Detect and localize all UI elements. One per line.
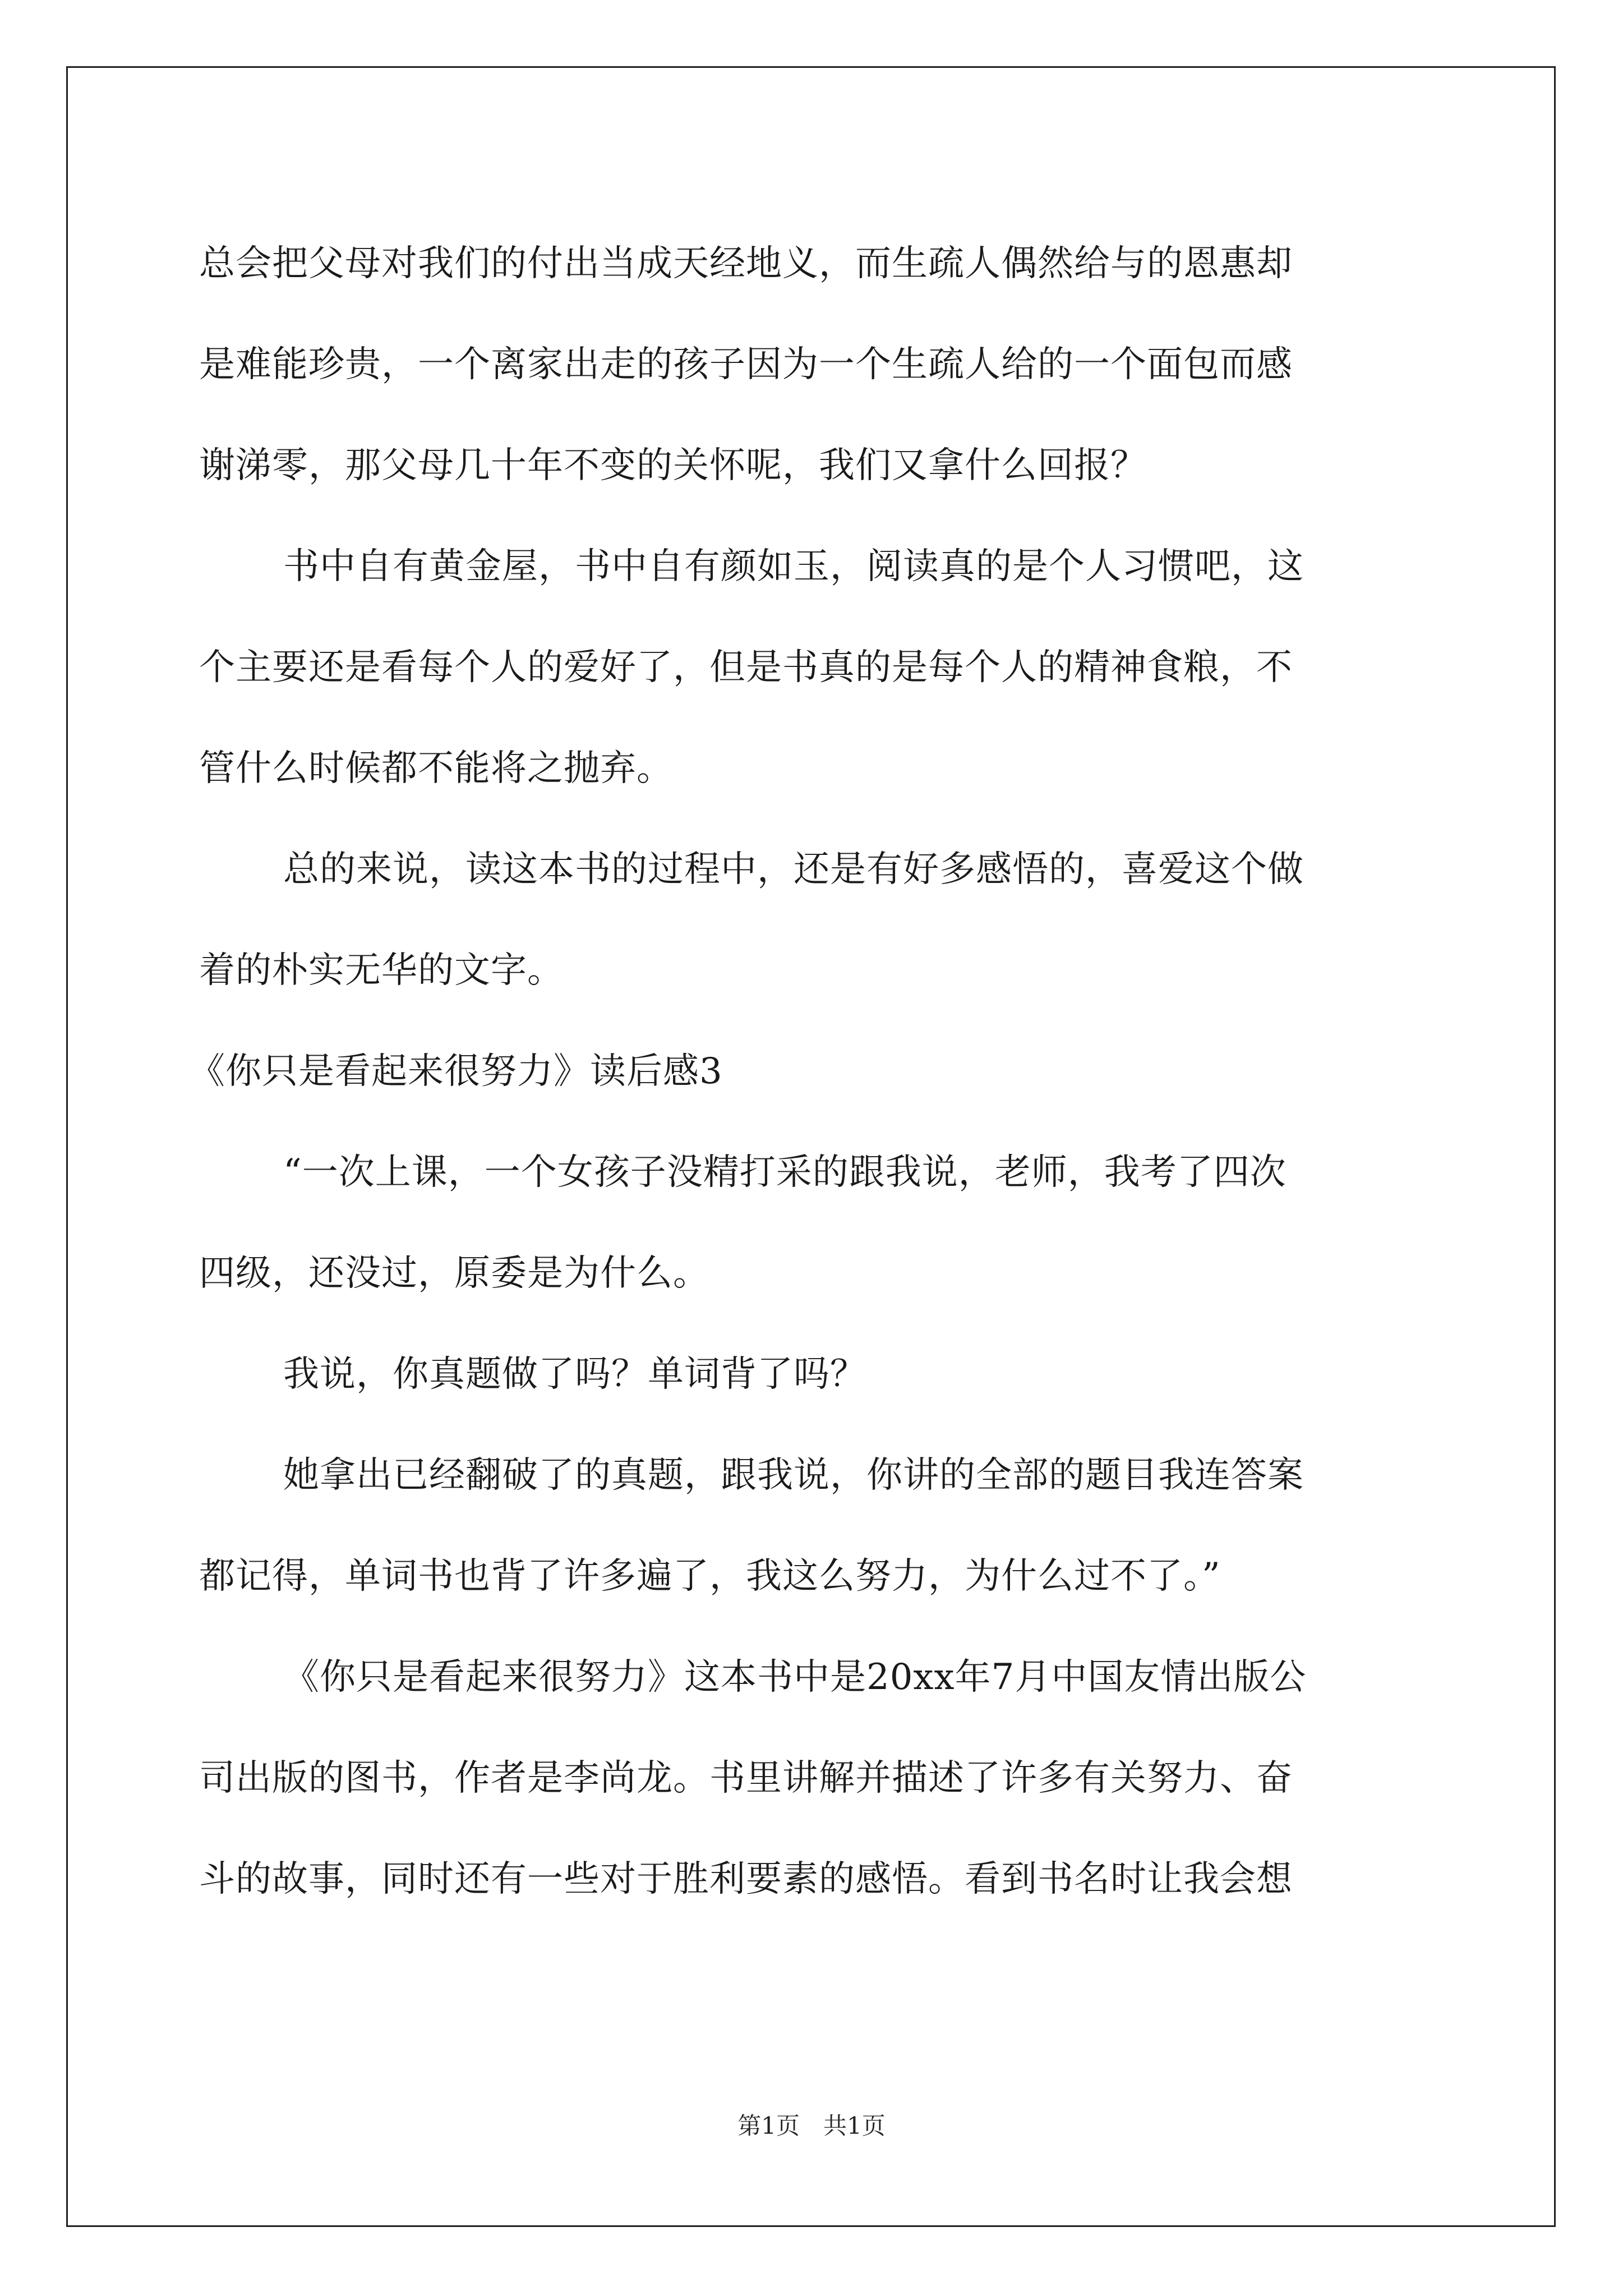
paragraph-start-line: 书中自有黄金屋，书中自有颜如玉，阅读真的是个人习惯吧，这 (283, 546, 1304, 587)
page-number: 第1页 共1页 (737, 2112, 886, 2139)
text-line: 都记得，单词书也背了许多遍了，我这么努力，为什么过不了。” (199, 1556, 1221, 1597)
text-line: 管什么时候都不能将之抛弃。 (199, 748, 673, 789)
text-line: 四级，还没过，原委是为什么。 (199, 1253, 709, 1294)
paragraph-start-line: 我说，你真题做了吗？单词背了吗？ (283, 1354, 866, 1395)
page-footer (0, 2109, 1623, 2143)
text-line: 着的朴实无华的文字。 (199, 950, 564, 991)
text-line: 是难能珍贵，一个离家出走的孩子因为一个生疏人给的一个面包而感 (199, 344, 1293, 385)
text-line: 谢涕零，那父母几十年不变的关怀呢，我们又拿什么回报？ (199, 445, 1147, 486)
paragraph-start-line: “一次上课，一个女孩子没精打采的跟我说，老师，我考了四次 (283, 1152, 1287, 1193)
paragraph-start-line: 《你只是看起来很努力》这本书中是20xx年7月中国友情出版公 (283, 1657, 1307, 1698)
paragraph-start-line: 总的来说，读这本书的过程中，还是有好多感悟的，喜爱这个做 (283, 849, 1304, 890)
text-line: 个主要还是看每个人的爱好了，但是书真的是每个人的精神食粮，不 (199, 647, 1293, 688)
paragraph-start-line: 她拿出已经翻破了的真题，跟我说，你讲的全部的题目我连答案 (283, 1455, 1304, 1496)
document-body (189, 213, 1428, 1930)
section-heading: 《你只是看起来很努力》读后感3 (189, 1051, 723, 1092)
text-line: 总会把父母对我们的付出当成天经地义，而生疏人偶然给与的恩惠却 (199, 243, 1293, 284)
text-line: 司出版的图书，作者是李尚龙。书里讲解并描述了许多有关努力、奋 (199, 1757, 1293, 1799)
text-line: 斗的故事，同时还有一些对于胜利要素的感悟。看到书名时让我会想 (199, 1858, 1293, 1900)
